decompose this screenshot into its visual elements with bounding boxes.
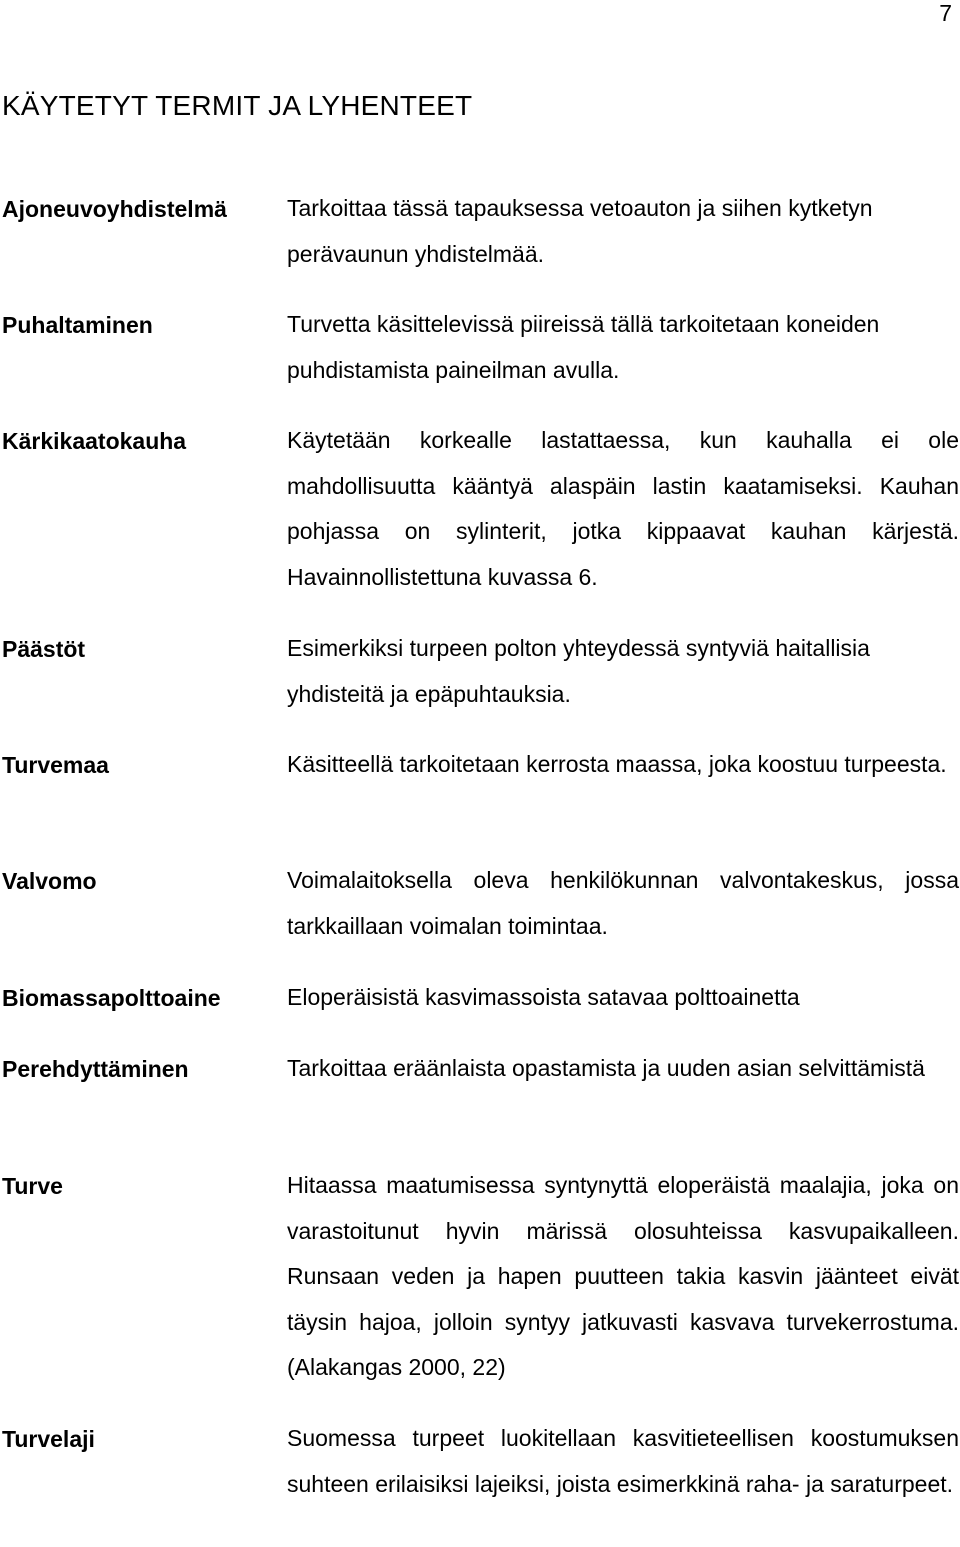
page-heading: KÄYTETYT TERMIT JA LYHENTEET (2, 90, 473, 121)
definition-karkikaatokauha: Käytetään korkealle lastattaessa, kun kauhalla ei ole mahdollisuutta kääntyä alaspäin lastin kaatamiseksi. Kauhan pohjassa on sylinterit, jotka kippaavat kauhan kärjestä. Havainnollistettuna kuvassa 6. (287, 427, 959, 590)
definition-turve: Hitaassa maatumisessa syntynyttä eloperäistä maalajia, joka on varastoitunut hyvin märissä olosuhteissa kasvupaikalleen. Runsaan veden ja hapen puutteen takia kasvin jäänteet eivät täysin hajoa, jolloin syntyy jatkuvasti kasvava turvekerrostuma. (Alakangas 2000, 22) (287, 1172, 959, 1380)
term-turve: Turve (2, 1173, 63, 1199)
definition-biomassapolttoaine: Eloperäisistä kasvimassoista satavaa polttoainetta (287, 984, 800, 1010)
term-karkikaatokauha: Kärkikaatokauha (2, 428, 187, 454)
term-paastot: Päästöt (2, 636, 86, 662)
term-perehdyttaminen: Perehdyttäminen (2, 1056, 189, 1082)
term-puhaltaminen: Puhaltaminen (2, 312, 153, 338)
definition-puhaltaminen: Turvetta käsittelevissä piireissä tällä tarkoitetaan koneiden puhdistamista paineilman avulla. (287, 311, 880, 383)
term-ajoneuvoyhdistelma: Ajoneuvoyhdistelmä (2, 196, 227, 222)
page-number: 7 (939, 0, 952, 26)
definition-paastot: Esimerkiksi turpeen polton yhteydessä syntyviä haitallisia yhdisteitä ja epäpuhtauksia. (287, 635, 870, 707)
definition-turvemaa: Käsitteellä tarkoitetaan kerrosta maassa, joka koostuu turpeesta. (287, 751, 947, 777)
definition-turvelaji: Suomessa turpeet luokitellaan kasvitieteellisen koostumuksen suhteen erilaisiksi lajeiksi, joista esimerkkinä raha- ja saraturpeet. (287, 1425, 959, 1497)
definition-perehdyttaminen: Tarkoittaa eräänlaista opastamista ja uuden asian selvittämistä (287, 1055, 925, 1081)
definition-valvomo: Voimalaitoksella oleva henkilökunnan valvontakeskus, jossa tarkkaillaan voimalan toimintaa. (287, 867, 959, 939)
term-valvomo: Valvomo (2, 868, 97, 894)
term-turvemaa: Turvemaa (2, 752, 109, 778)
term-biomassapolttoaine: Biomassapolttoaine (2, 985, 221, 1011)
definition-ajoneuvoyhdistelma: Tarkoittaa tässä tapauksessa vetoauton ja siihen kytketyn perävaunun yhdistelmää. (287, 195, 873, 267)
term-turvelaji: Turvelaji (2, 1426, 95, 1452)
